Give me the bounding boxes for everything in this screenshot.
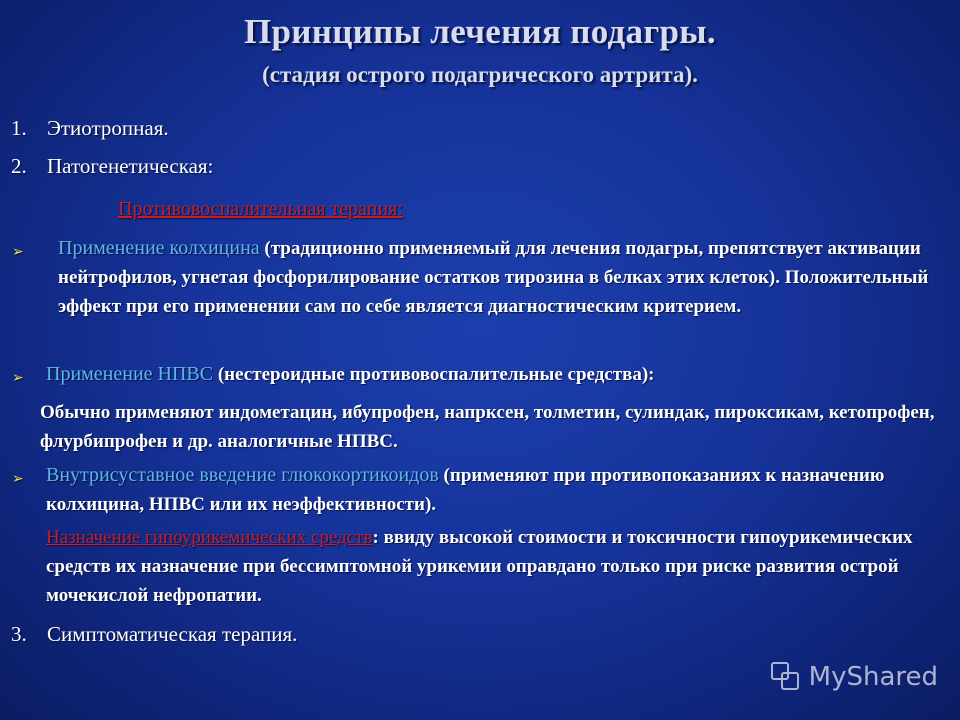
hypouricemic-note <box>46 523 926 610</box>
hypouricemic-text: : ввиду высокой стоимости и токсичности гипоурикемических средств их назначение при бессимптомной урикемии оправдано только при риске развития острой мочекислой нефропатии. <box>46 527 913 606</box>
list-number: 2. <box>11 154 27 178</box>
bullet-lead: Применение НПВС <box>46 363 214 385</box>
list-label: Патогенетическая: <box>47 154 214 178</box>
bullet-text: (традиционно применяемый для лечения подагры, препятствует активации нейтрофилов, угнетая фосфорилирование остатков тирозина в белках этих клеток). Положительный эффект при его применении сам по себе является диагностическим критерием. <box>58 238 929 317</box>
watermark-text: MyShared <box>808 662 938 692</box>
slide-title: Принципы лечения подагры. <box>244 12 716 51</box>
bullet-arrow-icon: ➢ <box>12 370 24 386</box>
bullet-glucocorticoids <box>46 461 951 519</box>
nsaid-examples-text: Обычно применяют индометацин, ибупрофен, напрксен, толметин, сулиндак, пироксикам, кетопрофен, флурбипрофен и др. аналогичные НПВС. <box>40 402 935 452</box>
list-item-1 <box>11 116 169 141</box>
watermark <box>771 662 938 692</box>
bullet-arrow-icon: ➢ <box>12 244 24 260</box>
bullet-colchicine <box>58 234 948 321</box>
slide-subtitle: (стадия острого подагрического артрита). <box>262 62 698 87</box>
list-number: 1. <box>11 116 27 140</box>
nsaid-examples <box>40 398 940 456</box>
list-label: Симптоматическая терапия. <box>47 622 298 646</box>
bullet-lead: Внутрисуставное введение глюкокортикоидов <box>46 464 439 486</box>
subheading-anti-inflammatory: Противовоспалительная терапия: <box>118 198 403 220</box>
bullet-text: (нестероидные противовоспалительные средства): <box>213 364 655 385</box>
list-item-3 <box>11 622 297 647</box>
list-label: Этиотропная. <box>47 116 169 140</box>
bullet-arrow-icon: ➢ <box>12 471 24 487</box>
myshared-logo-icon <box>771 662 801 692</box>
list-item-2 <box>11 154 213 179</box>
hypouricemic-lead: Назначение гипоурикемических средств <box>46 527 373 548</box>
bullet-text: (применяют при противопоказаниях к назначению колхицина, НПВС или их неэффективности). <box>46 465 885 515</box>
list-number: 3. <box>11 622 27 646</box>
bullet-lead: Применение колхицина <box>58 237 260 259</box>
bullet-nsaid <box>46 360 946 389</box>
